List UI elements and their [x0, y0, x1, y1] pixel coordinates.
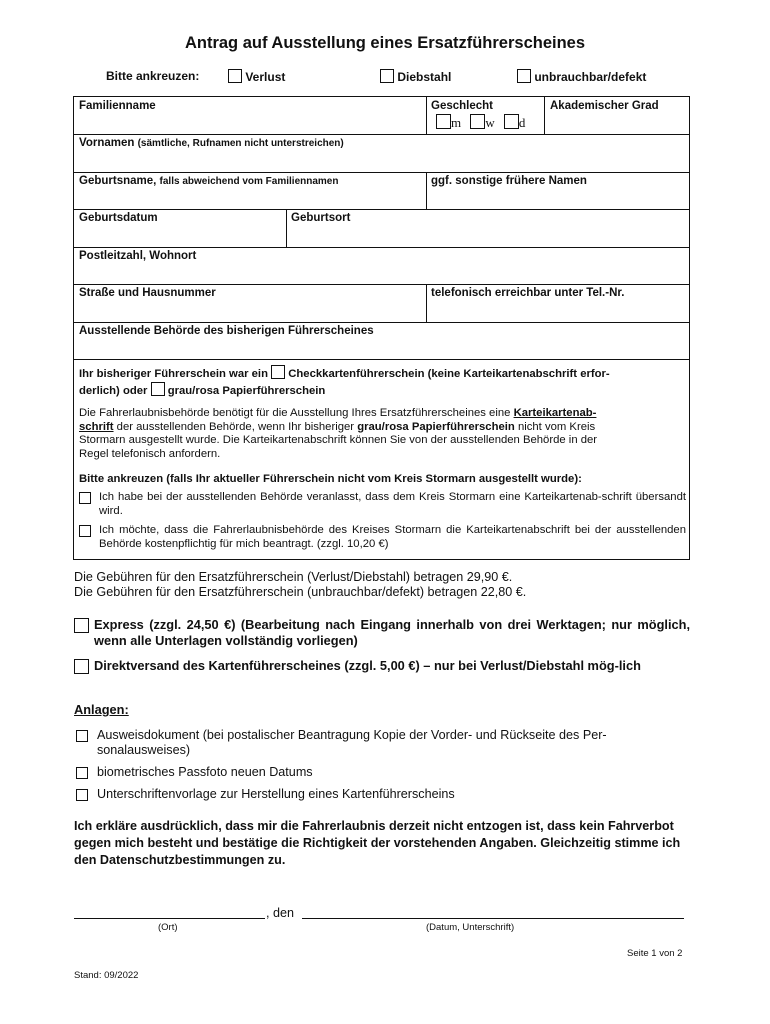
anlage-ausweis[interactable]: Ausweisdokument (bei postalischer Beantragung Kopie der Vorder- und Rückseite des Per-sonalausweises) — [74, 728, 674, 758]
datum-caption: (Datum, Unterschrift) — [426, 922, 515, 933]
ankreuzen-heading: Bitte ankreuzen (falls Ihr aktueller Führerschein nicht vom Kreis Stormarn ausgestellt wurde): — [79, 473, 582, 485]
geburtsdatum-field[interactable]: Geburtsdatum — [79, 212, 158, 224]
den-label: , den — [266, 906, 295, 920]
page-number: Seite 1 von 2 — [627, 948, 683, 959]
bisheriger-fuehrerschein: Ihr bisheriger Führerschein war ein Checkkartenführerschein (keine Karteikartenabschrift erfor- derlich) oder grau/rosa Papierführerschein — [79, 365, 686, 399]
geburtsname-field[interactable]: Geburtsname, falls abweichend vom Familiennamen — [79, 175, 339, 187]
express-option[interactable]: Express (zzgl. 24,50 €) (Bearbeitung nach Eingang innerhalb von drei Werktagen; nur möglich, wenn alle Unterlagen vollständig vorliegen) — [74, 617, 690, 649]
checkbox-unbrauchbar[interactable] — [517, 69, 531, 83]
checkbox-d[interactable] — [504, 114, 519, 129]
form-title: Antrag auf Ausstellung eines Ersatzführerscheines — [184, 34, 586, 52]
info-paragraph: Die Fahrerlaubnisbehörde benötigt für die Ausstellung Ihres Ersatzführerscheines eine Karteikartenab- schrift der ausstellenden Behörde, wenn Ihr bisheriger grau/rosa Papierführerschein nicht vom Kreis Stormarn ausgestellt wurde. Die Karteikartenabschrift können Sie von der ausstellenden Behörde in der Regel telefonisch anfordern. — [79, 407, 598, 460]
checkbox-unterschriftenvorlage[interactable] — [76, 789, 88, 801]
vornamen-field[interactable]: Vornamen (sämtliche, Rufnamen nicht unterstreichen) — [79, 137, 344, 149]
anlagen-heading: Anlagen: — [74, 702, 129, 717]
checkbox-abschrift-beantragen[interactable] — [79, 525, 91, 537]
checkbox-papierfuehrerschein[interactable] — [151, 382, 165, 396]
option-unbrauchbar[interactable]: unbrauchbar/defekt — [517, 69, 646, 84]
option-verlust[interactable]: Verlust — [228, 69, 285, 84]
geschlecht-options: m w d — [436, 114, 525, 131]
ort-line[interactable] — [74, 918, 265, 919]
declaration-text: Ich erkläre ausdrücklich, dass mir die Fahrerlaubnis derzeit nicht entzogen ist, dass kein Fahrverbot gegen mich besteht und bestätige die Richtigkeit der vorstehenden Angaben. Gleichzeitig stimme ich den Datenschutzbestimmungen zu. — [74, 819, 681, 867]
checkbox-m[interactable] — [436, 114, 451, 129]
anlage-unterschriftenvorlage[interactable]: Unterschriftenvorlage zur Herstellung eines Kartenführerscheins — [74, 787, 674, 802]
checkbox-direktversand[interactable] — [74, 659, 89, 674]
fruehere-namen-field[interactable]: ggf. sonstige frühere Namen — [431, 175, 587, 187]
stand-date: Stand: 09/2022 — [74, 970, 139, 981]
option-abschrift-beantragen[interactable]: Ich möchte, dass die Fahrerlaubnisbehörde des Kreises Stormarn die Karteikartenabschrift bei der ausstellenden Behörde kostenpflichtig für mich beantragt. (zzgl. 10,20 €) — [79, 524, 686, 551]
checkbox-abschrift-veranlasst[interactable] — [79, 492, 91, 504]
geschlecht-label: Geschlecht — [431, 100, 493, 112]
ankreuzen-label: Bitte ankreuzen: — [106, 69, 200, 83]
checkbox-diebstahl[interactable] — [380, 69, 394, 83]
direktversand-option[interactable]: Direktversand des Kartenführerscheines (zzgl. 5,00 €) – nur bei Verlust/Diebstahl mög-lich — [74, 658, 690, 674]
datum-unterschrift-line[interactable] — [302, 918, 684, 919]
telefon-field[interactable]: telefonisch erreichbar unter Tel.-Nr. — [431, 287, 625, 299]
fees-text: Die Gebühren für den Ersatzführerschein (Verlust/Diebstahl) betragen 29,90 €. Die Gebühren für den Ersatzführerschein (unbrauchbar/defekt) betragen 22,80 €. — [74, 570, 527, 599]
ort-caption: (Ort) — [158, 922, 178, 933]
checkbox-passfoto[interactable] — [76, 767, 88, 779]
checkbox-ausweis[interactable] — [76, 730, 88, 742]
behoerde-field[interactable]: Ausstellende Behörde des bisherigen Führerscheines — [79, 325, 374, 337]
checkbox-checkkarte[interactable] — [271, 365, 285, 379]
option-diebstahl[interactable]: Diebstahl — [380, 69, 451, 84]
checkbox-express[interactable] — [74, 618, 89, 633]
personal-data-table — [73, 96, 690, 560]
plz-wohnort-field[interactable]: Postleitzahl, Wohnort — [79, 250, 197, 262]
geburtsort-field[interactable]: Geburtsort — [291, 212, 351, 224]
anlage-passfoto[interactable]: biometrisches Passfoto neuen Datums — [74, 765, 674, 780]
familienname-field[interactable]: Familienname — [79, 100, 156, 112]
option-abschrift-veranlasst[interactable]: Ich habe bei der ausstellenden Behörde veranlasst, dass dem Kreis Stormarn eine Karteikartenab-schrift übersandt wird. — [79, 491, 686, 518]
strasse-field[interactable]: Straße und Hausnummer — [79, 287, 216, 299]
checkbox-w[interactable] — [470, 114, 485, 129]
checkbox-verlust[interactable] — [228, 69, 242, 83]
akademischer-grad-field[interactable]: Akademischer Grad — [550, 100, 659, 112]
